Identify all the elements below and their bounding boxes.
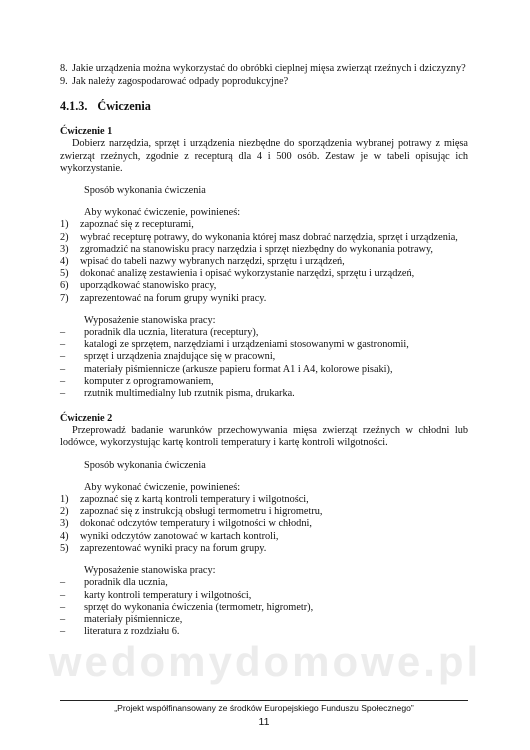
step-item	[60, 506, 468, 518]
bullet-dash: –	[60, 351, 66, 363]
section-number: 4.1.3.	[60, 99, 88, 114]
bullet-dash: –	[60, 327, 66, 339]
bullet-dash: –	[60, 601, 66, 613]
step-text: zapoznać się z instrukcją obsługi termometru i higrometru,	[80, 506, 323, 518]
bullet-dash: –	[60, 577, 66, 589]
equipment-text: karty kontroli temperatury i wilgotności,	[84, 589, 252, 601]
step-text: zapoznać się z recepturami,	[80, 219, 194, 231]
exercise-1-title: Ćwiczenie 1	[60, 126, 113, 138]
step-text: zaprezentować wyniki pracy na forum grupy.	[80, 542, 267, 554]
exercise-1-equipment-list	[60, 327, 468, 400]
step-number: 4)	[60, 256, 69, 268]
equipment-item	[60, 388, 468, 400]
step-item	[60, 518, 468, 530]
footer-text: „Projekt współfinansowany ze środków Europejskiego Funduszu Społecznego”	[114, 703, 414, 713]
equipment-item	[60, 626, 468, 638]
step-text: zapoznać się z kartą kontroli temperatury i wilgotności,	[80, 494, 309, 506]
step-text: dokonać analizę zestawienia i opisać wykorzystanie narzędzi, sprzętu i urządzeń,	[80, 268, 415, 280]
step-text: wyniki odczytów zanotować w kartach kontroli,	[80, 530, 279, 542]
equipment-text: materiały piśmiennicze,	[84, 613, 183, 625]
equipment-text: literatura z rozdziału 6.	[84, 626, 180, 638]
step-text: wpisać do tabeli nazwy wybranych narzędzi, sprzętu i urządzeń,	[80, 256, 345, 268]
step-number: 4)	[60, 530, 69, 542]
step-text: uporządkować stanowisko pracy,	[80, 280, 217, 292]
bullet-dash: –	[60, 613, 66, 625]
exercise-1-equipment-intro: Wyposażenie stanowiska pracy:	[84, 314, 216, 326]
step-number: 3)	[60, 518, 69, 530]
page-content	[60, 63, 468, 638]
equipment-text: sprzęt do wykonania ćwiczenia (termometr, higrometr),	[84, 601, 314, 613]
exercise-2-description: Przeprowadź badanie warunków przechowywania mięsa zwierząt rzeźnych w chłodni lub lodówce, wykorzystując kartę kontroli temperatury i kartę kontroli wilgotności.	[60, 425, 468, 449]
step-item	[60, 280, 468, 292]
equipment-text: rzutnik multimedialny lub rzutnik pisma, drukarka.	[84, 388, 295, 400]
equipment-item	[60, 364, 468, 376]
step-item	[60, 293, 468, 305]
step-number: 3)	[60, 243, 69, 255]
step-text: wybrać recepturę potrawy, do wykonania której masz dobrać narzędzia, sprzęt i urządzenia,	[80, 231, 458, 243]
exercise-1-method-heading: Sposób wykonania ćwiczenia	[84, 185, 206, 197]
equipment-text: sprzęt i urządzenia znajdujące się w pracowni,	[84, 351, 276, 363]
exercise-1-steps-intro: Aby wykonać ćwiczenie, powinieneś:	[84, 207, 241, 219]
step-item	[60, 232, 468, 244]
bullet-dash: –	[60, 589, 66, 601]
step-item	[60, 494, 468, 506]
exercise-1-description: Dobierz narzędzia, sprzęt i urządzenia niezbędne do sporządzenia wybranej potrawy z mięsa zwierząt rzeźnych, zgodnie z recepturą dla 4 i 500 osób. Zestaw je w tabeli opisując ich wykorzystanie.	[60, 138, 468, 174]
question-text: Jakie urządzenia można wykorzystać do obróbki cieplnej mięsa zwierząt rzeźnych i dziczyzny?	[72, 63, 466, 74]
bullet-dash: –	[60, 388, 66, 400]
exercise-2-steps-intro: Aby wykonać ćwiczenie, powinieneś:	[84, 481, 241, 493]
footer-divider	[60, 700, 468, 701]
step-text: dokonać odczytów temperatury i wilgotności w chłodni,	[80, 518, 312, 530]
equipment-item	[60, 577, 468, 589]
step-text: zgromadzić na stanowisku pracy narzędzia i sprzęt niezbędny do wykonania potrawy,	[80, 243, 434, 255]
step-number: 2)	[60, 231, 69, 243]
step-number: 2)	[60, 506, 69, 518]
step-item	[60, 219, 468, 231]
equipment-item	[60, 339, 468, 351]
question-number: 9.	[60, 76, 68, 88]
question-number: 8.	[60, 63, 68, 74]
bullet-dash: –	[60, 363, 66, 375]
equipment-item	[60, 602, 468, 614]
watermark: wedomydomowe.pl	[48, 638, 482, 685]
equipment-text: materiały piśmiennicze (arkusze papieru format A1 i A4, kolorowe pisaki),	[84, 363, 393, 375]
equipment-item	[60, 614, 468, 626]
question-item	[60, 76, 468, 88]
equipment-item	[60, 327, 468, 339]
question-item	[60, 63, 468, 75]
step-item	[60, 531, 468, 543]
equipment-text: katalogi ze sprzętem, narzędziami i urządzeniami stosowanymi w gastronomii,	[84, 339, 409, 351]
step-number: 5)	[60, 542, 69, 554]
equipment-text: komputer z oprogramowaniem,	[84, 375, 214, 387]
equipment-text: poradnik dla ucznia,	[84, 577, 168, 589]
step-number: 6)	[60, 280, 69, 292]
section-heading	[60, 99, 468, 113]
step-number: 5)	[60, 268, 69, 280]
section-title: Ćwiczenia	[97, 99, 151, 114]
step-item	[60, 543, 468, 555]
exercise-2-equipment-list	[60, 577, 468, 638]
step-item	[60, 244, 468, 256]
bullet-dash: –	[60, 339, 66, 351]
equipment-item	[60, 376, 468, 388]
page-number: 11	[258, 716, 270, 728]
equipment-item	[60, 351, 468, 363]
step-number: 1)	[60, 494, 69, 506]
exercise-2-steps-list	[60, 494, 468, 555]
bullet-dash: –	[60, 375, 66, 387]
step-item	[60, 268, 468, 280]
question-text: Jak należy zagospodarować odpady poprodukcyjne?	[72, 76, 289, 88]
step-item	[60, 256, 468, 268]
step-number: 7)	[60, 292, 69, 304]
exercise-1-steps-list	[60, 219, 468, 304]
equipment-text: poradnik dla ucznia, literatura (receptury),	[84, 327, 259, 339]
exercise-2-equipment-intro: Wyposażenie stanowiska pracy:	[84, 565, 216, 577]
exercise-2-method-heading: Sposób wykonania ćwiczenia	[84, 459, 206, 471]
equipment-item	[60, 590, 468, 602]
bullet-dash: –	[60, 626, 66, 638]
step-text: zaprezentować na forum grupy wyniki pracy.	[80, 292, 267, 304]
exercise-2-title: Ćwiczenie 2	[60, 413, 113, 425]
step-number: 1)	[60, 219, 69, 231]
